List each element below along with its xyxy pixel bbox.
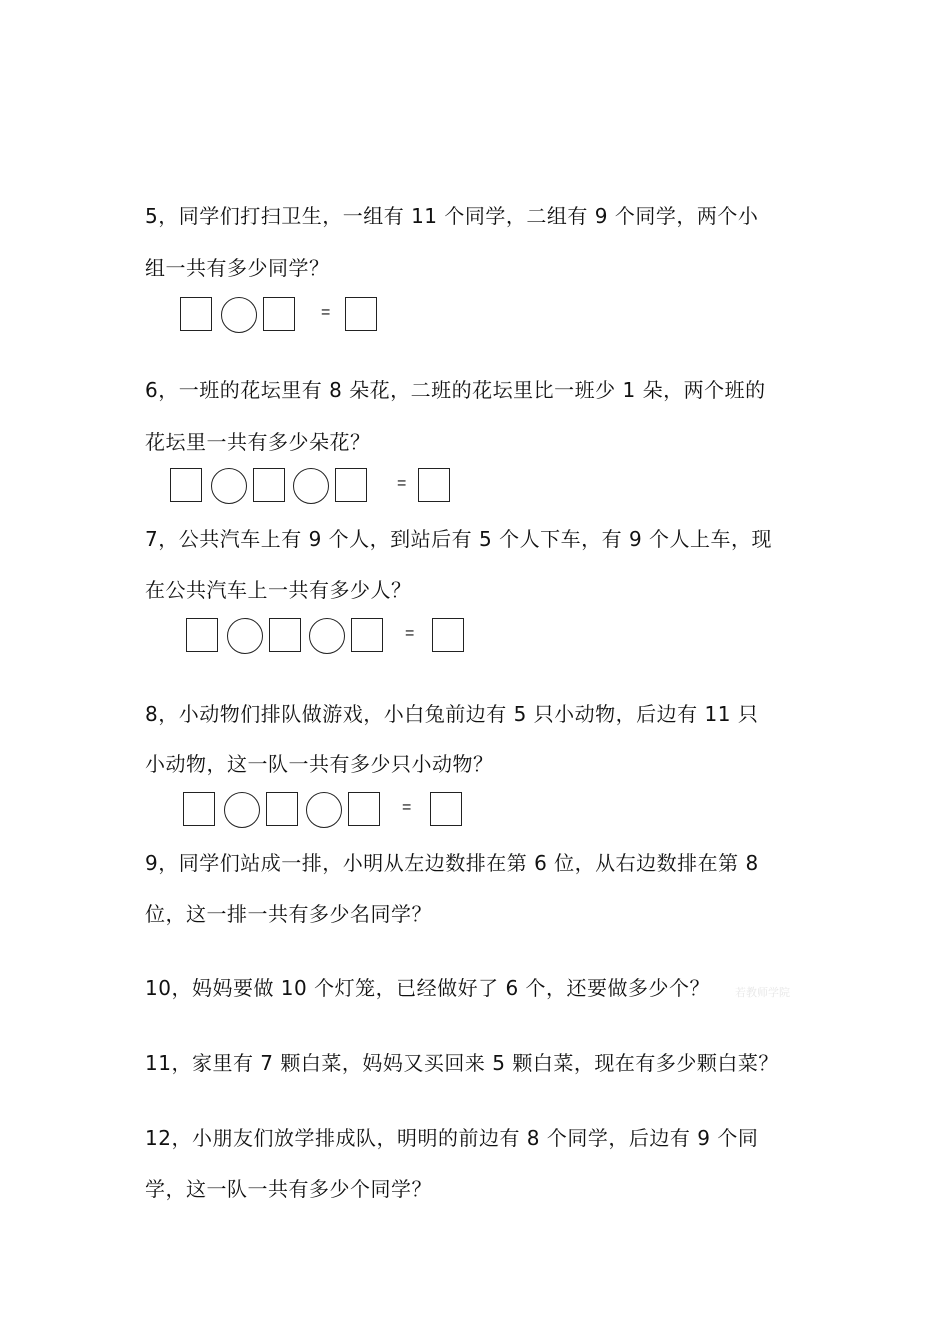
result-box[interactable] [430,792,462,826]
problem-6-text-line2: 花坛里一共有多少朵花？ [145,430,371,454]
operator-circle[interactable] [227,618,263,654]
result-box[interactable] [345,297,377,331]
answer-box[interactable] [183,792,215,826]
answer-box[interactable] [263,297,295,331]
problem-9-text-line2: 位，这一排一共有多少名同学？ [145,902,432,926]
operator-circle[interactable] [211,468,247,504]
problem-10-text: 10，妈妈要做 10 个灯笼，已经做好了 6 个，还要做多少个？ [145,976,711,1000]
equals-sign: = [397,475,407,492]
answer-box[interactable] [180,297,212,331]
operator-circle[interactable] [306,792,342,828]
watermark: 若教师学院 [735,986,790,999]
answer-box[interactable] [335,468,367,502]
problem-6-text-line1: 6，一班的花坛里有 8 朵花，二班的花坛里比一班少 1 朵，两个班的 [145,378,766,402]
operator-circle[interactable] [224,792,260,828]
answer-box[interactable] [170,468,202,502]
result-box[interactable] [432,618,464,652]
problem-12-text-line2: 学，这一队一共有多少个同学？ [145,1177,432,1201]
problem-8-text-line1: 8，小动物们排队做游戏，小白兔前边有 5 只小动物，后边有 11 只 [145,702,759,726]
answer-box[interactable] [266,792,298,826]
answer-box[interactable] [348,792,380,826]
result-box[interactable] [418,468,450,502]
equals-sign: = [402,799,412,816]
equals-sign: = [405,625,415,642]
problem-5-text-line2: 组一共有多少同学？ [145,256,330,280]
answer-box[interactable] [351,618,383,652]
problem-9-text-line1: 9，同学们站成一排，小明从左边数排在第 6 位，从右边数排在第 8 [145,851,759,875]
answer-box[interactable] [253,468,285,502]
operator-circle[interactable] [309,618,345,654]
problem-7-text-line2: 在公共汽车上一共有多少人？ [145,578,412,602]
operator-circle[interactable] [221,297,257,333]
operator-circle[interactable] [293,468,329,504]
problem-8-text-line2: 小动物，这一队一共有多少只小动物？ [145,752,494,776]
problem-5-text-line1: 5，同学们打扫卫生，一组有 11 个同学，二组有 9 个同学，两个小 [145,204,759,228]
problem-12-text-line1: 12，小朋友们放学排成队，明明的前边有 8 个同学，后边有 9 个同 [145,1126,759,1150]
answer-box[interactable] [186,618,218,652]
equals-sign: = [321,304,331,321]
problem-7-text-line1: 7，公共汽车上有 9 个人，到站后有 5 个人下车，有 9 个人上车，现 [145,527,773,551]
problem-11-text: 11，家里有 7 颗白菜，妈妈又买回来 5 颗白菜，现在有多少颗白菜？ [145,1051,779,1075]
answer-box[interactable] [269,618,301,652]
